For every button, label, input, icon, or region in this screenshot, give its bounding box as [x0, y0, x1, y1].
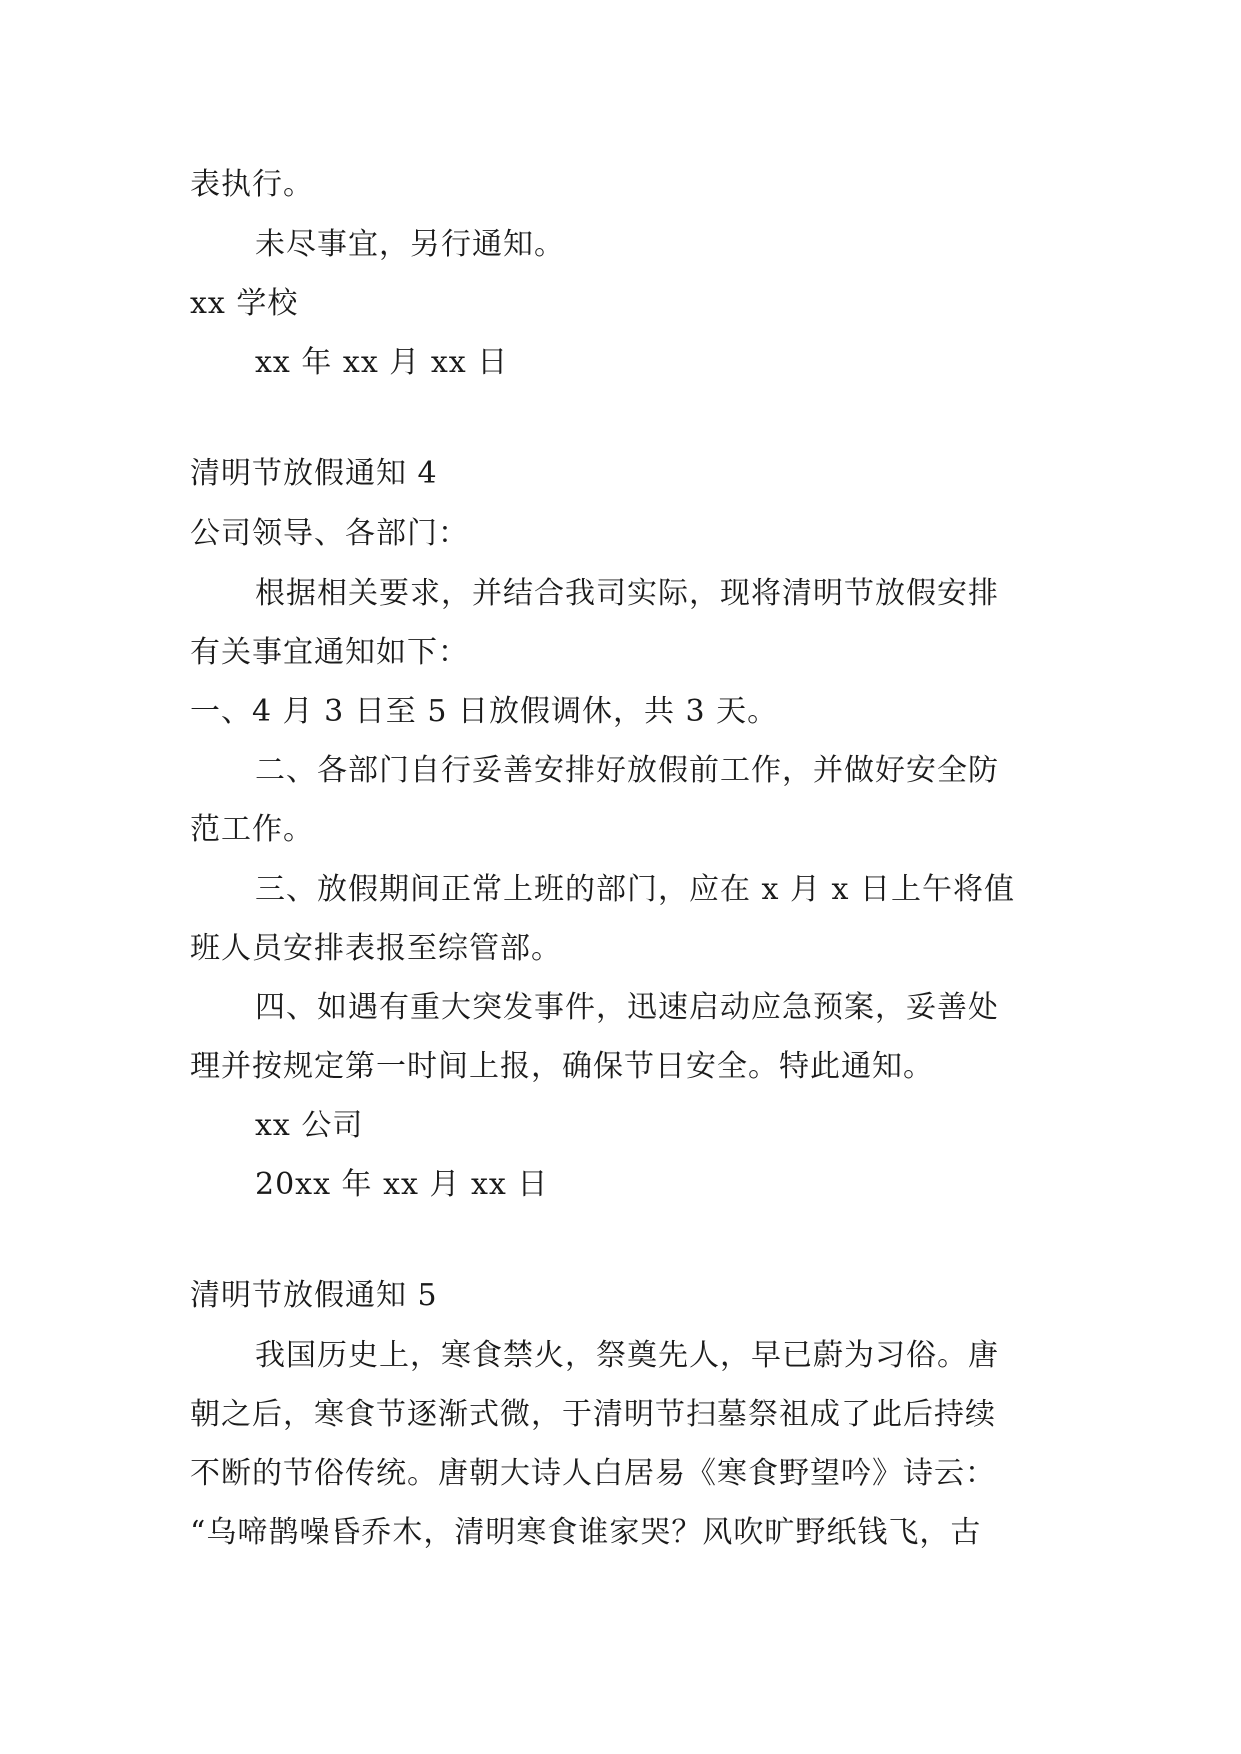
text-line: 朝之后，寒食节逐渐式微，于清明节扫墓祭祖成了此后持续 [190, 1397, 996, 1432]
text-line: 有关事宜通知如下： [190, 635, 469, 670]
text-line: 四、如遇有重大突发事件，迅速启动应急预案，妥善处 [255, 990, 999, 1025]
text-line: 理并按规定第一时间上报，确保节日安全。特此通知。 [190, 1049, 934, 1084]
section-title: 清明节放假通知 5 [190, 1278, 438, 1313]
text-line: “乌啼鹊噪昏乔木，清明寒食谁家哭？风吹旷野纸钱飞，古 [190, 1515, 982, 1550]
text-line: 不断的节俗传统。唐朝大诗人白居易《寒食野望吟》诗云： [190, 1456, 996, 1491]
salutation: 公司领导、各部门： [190, 516, 469, 551]
text-line: 范工作。 [190, 812, 314, 847]
text-line: 二、各部门自行妥善安排好放假前工作，并做好安全防 [255, 753, 999, 788]
text-line: 表执行。 [190, 167, 314, 202]
text-line: 根据相关要求，并结合我司实际，现将清明节放假安排 [255, 576, 999, 611]
section-title: 清明节放假通知 4 [190, 456, 438, 491]
school-name: xx 学校 [190, 286, 299, 321]
date-line: 20xx 年 xx 月 xx 日 [255, 1167, 549, 1202]
text-line: 未尽事宜，另行通知。 [255, 227, 565, 262]
company-name: xx 公司 [255, 1108, 364, 1143]
text-line: 一、4 月 3 日至 5 日放假调休，共 3 天。 [190, 694, 779, 729]
text-line: 我国历史上，寒食禁火，祭奠先人，早已蔚为习俗。唐 [255, 1338, 999, 1373]
text-line: 三、放假期间正常上班的部门，应在 x 月 x 日上午将值 [255, 872, 1015, 907]
date-line: xx 年 xx 月 xx 日 [255, 345, 509, 380]
text-line: 班人员安排表报至综管部。 [190, 931, 562, 966]
